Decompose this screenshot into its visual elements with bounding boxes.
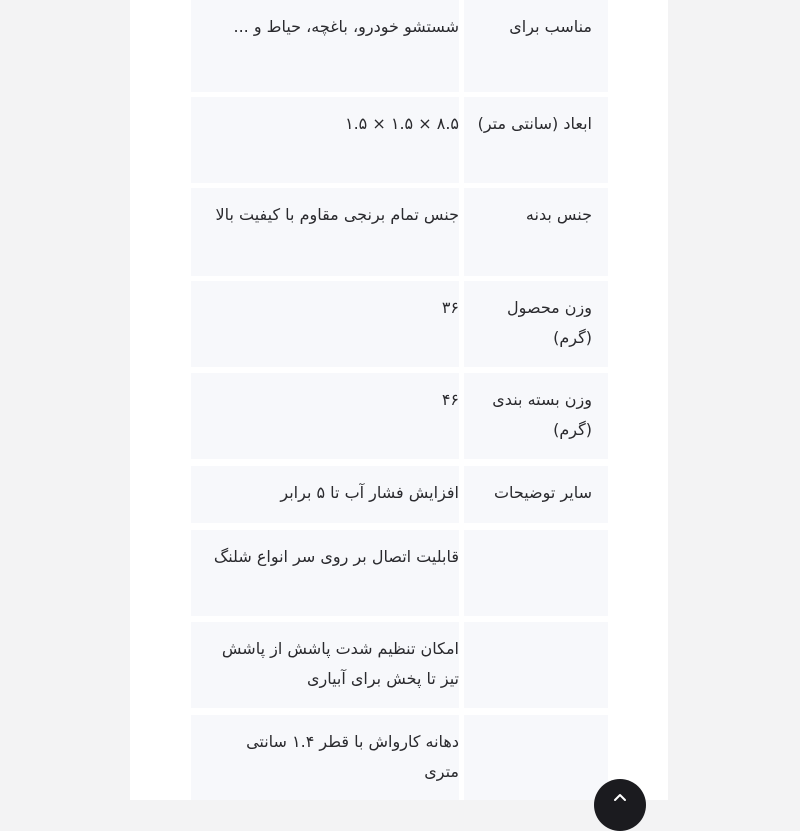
spec-value (191, 466, 459, 523)
spec-value-text: جنس تمام برنجی مقاوم با کیفیت بالا (215, 205, 459, 224)
spec-row (191, 466, 611, 523)
scroll-to-top-button[interactable] (594, 779, 646, 831)
chevron-up-icon (612, 790, 628, 806)
spec-value-text: شستشو خودرو، باغچه، حیاط و ... (233, 17, 459, 36)
spec-key-text: وزن بسته بندی (گرم) (487, 390, 592, 439)
spec-value (191, 622, 459, 708)
spec-row (191, 715, 611, 800)
spec-row (191, 97, 611, 183)
spec-value-text: دهانه کارواش با قطر ۱.۴ سانتی متری (240, 732, 459, 781)
spec-key (464, 373, 608, 459)
spec-key (464, 188, 608, 276)
product-page (130, 0, 668, 800)
spec-value (191, 188, 459, 276)
spec-key-text: جنس بدنه (525, 205, 592, 224)
spec-key (464, 97, 608, 183)
spec-row (191, 530, 611, 616)
spec-value (191, 0, 459, 92)
spec-row (191, 188, 611, 276)
spec-key (464, 281, 608, 367)
spec-value (191, 97, 459, 183)
spec-key-text: مناسب برای (509, 17, 592, 36)
spec-value-text: ۸.۵ × ۱.۵ × ۱.۵ (345, 114, 459, 133)
spec-value-text: قابلیت اتصال بر روی سر انواع شلنگ (213, 547, 459, 566)
spec-key (464, 715, 608, 800)
spec-key (464, 0, 608, 92)
spec-value-text: امکان تنظیم شدت پاشش از پاشش تیز تا پخش برای آبیاری (216, 639, 459, 688)
spec-key (464, 466, 608, 523)
spec-value (191, 530, 459, 616)
spec-value-text: ۴۶ (441, 390, 459, 409)
spec-value-text: ۳۶ (441, 298, 459, 317)
spec-row (191, 0, 611, 92)
spec-key (464, 622, 608, 708)
spec-value (191, 373, 459, 459)
spec-row (191, 373, 611, 459)
spec-key-text: سایر توضیحات (493, 483, 592, 502)
spec-row (191, 622, 611, 708)
spec-key-text: ابعاد (سانتی متر) (477, 114, 592, 133)
spec-value-text: افزایش فشار آب تا ۵ برابر (280, 483, 459, 502)
spec-row (191, 281, 611, 367)
spec-value (191, 281, 459, 367)
spec-value (191, 715, 459, 800)
spec-key-text: وزن محصول (گرم) (501, 298, 592, 347)
spec-key (464, 530, 608, 616)
